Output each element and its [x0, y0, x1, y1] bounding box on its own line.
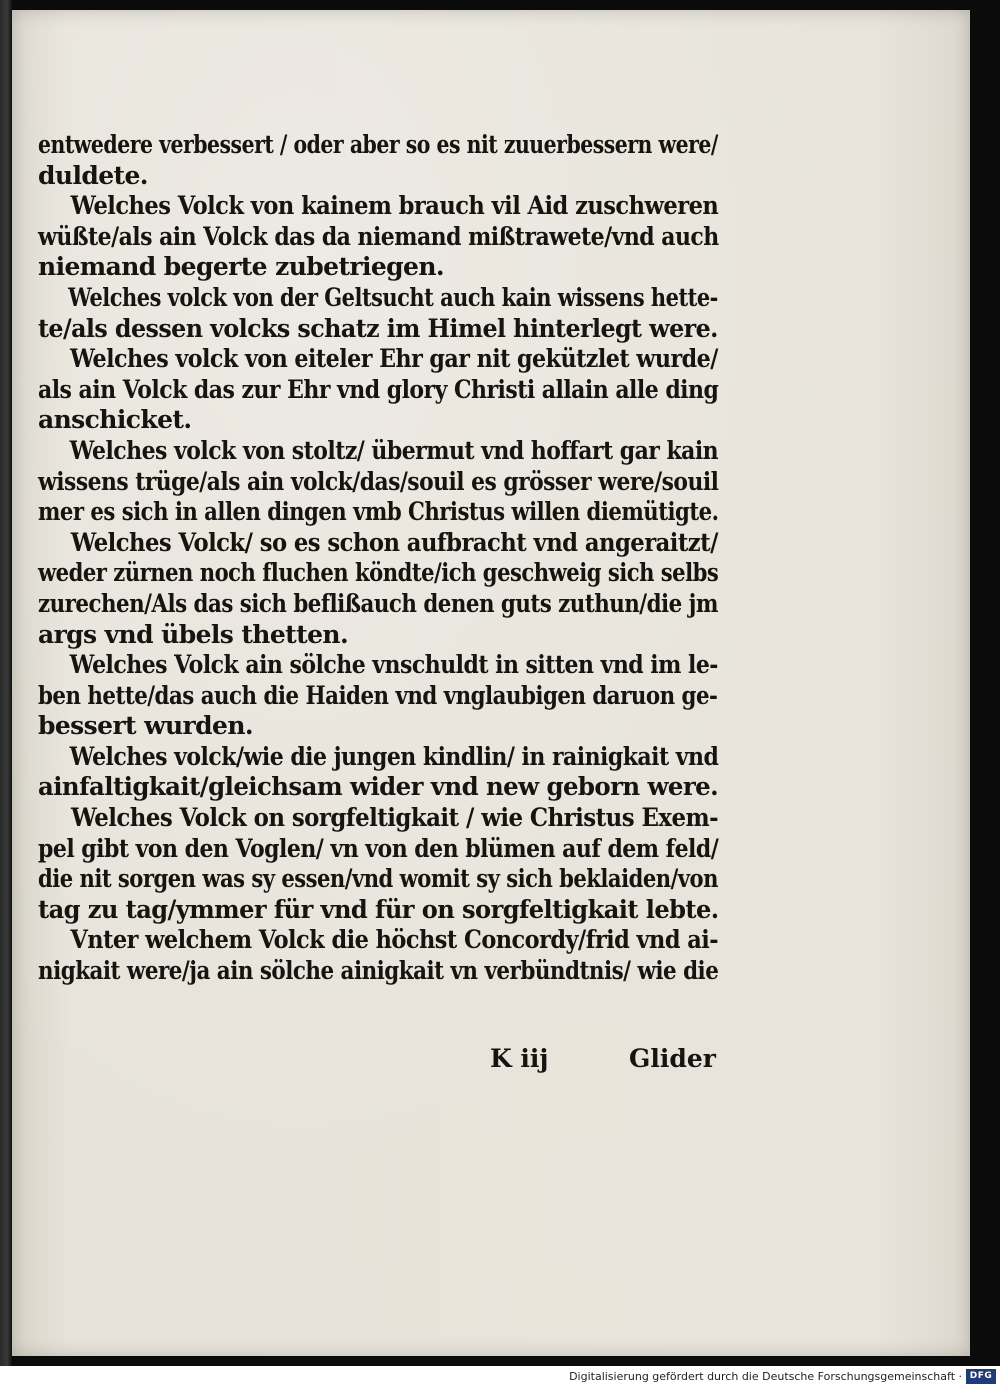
signature-mark: K iij [490, 1044, 549, 1073]
text-line: Welches Volck ain sölche vnschuldt in sitten vnd im le- [69, 650, 718, 680]
book-spine-edge [0, 0, 12, 1366]
text-line: nigkait were/ja ain sölche ainigkait vn verbündtnis/ wie die [38, 956, 719, 986]
text-line: niemand begerte zubetriegen. [38, 252, 445, 282]
text-line: args vnd übels thetten. [38, 619, 349, 649]
book-page [12, 10, 970, 1356]
text-line: mer es sich in allen dingen vmb Christus willen diemütigte. [38, 497, 719, 527]
text-line: entwedere verbessert / oder aber so es nit zuuerbessern were/ [38, 130, 718, 159]
text-line: tag zu tag/ymmer für vnd für on sorgfeltigkait lebte. [38, 894, 719, 924]
text-line: anschicket. [38, 405, 192, 435]
text-line: Welches volck/wie die jungen kindlin/ in rainigkait vnd [69, 741, 719, 771]
text-line: ben hette/das auch die Haiden vnd vnglaubigen daruon ge- [38, 680, 718, 710]
text-line: die nit sorgen was sy essen/vnd womit sy sich beklaiden/von [38, 864, 718, 894]
page-text-block [38, 130, 718, 987]
text-line: Welches volck von stoltz/ übermut vnd hoffart gar kain [69, 435, 719, 465]
text-line: zurechen/Als das sich beflißauch denen guts zuthun/die jm [38, 588, 718, 618]
text-line: ainfaltigkait/gleichsam wider vnd new geborn were. [38, 772, 719, 802]
dfg-logo-icon: DFG [966, 1369, 996, 1384]
text-line: weder zürnen noch fluchen köndte/ich geschweig sich selbs [38, 558, 719, 588]
text-line: wissens trüge/als ain volck/das/souil es grösser were/souil [38, 466, 719, 496]
text-line: Welches Volck on sorgfeltigkait / wie Christus Exem- [70, 803, 719, 833]
text-line: duldete. [38, 160, 148, 190]
text-line: te/als dessen volcks schatz im Himel hinterlegt were. [38, 313, 718, 343]
text-line: Welches Volck/ so es schon aufbracht vnd angeraitzt/ [70, 527, 718, 557]
text-line: Welches volck von der Geltsucht auch kain wissens hette- [68, 282, 718, 312]
text-line: als ain Volck das zur Ehr vnd glory Christi allain alle ding [38, 374, 719, 404]
text-line: bessert wurden. [38, 711, 253, 741]
footer-bar [0, 1366, 1000, 1388]
catchword: Glider [629, 1044, 716, 1073]
text-line: Welches Volck von kainem brauch vil Aid zuschweren [70, 191, 719, 221]
text-line: Welches volck von eiteler Ehr gar nit gekützlet wurde/ [69, 344, 718, 374]
funding-credit: Digitalisierung gefördert durch die Deutsche Forschungsgemeinschaft · [569, 1370, 962, 1383]
text-line: Vnter welchem Volck die höchst Concordy/frid vnd ai- [70, 925, 719, 955]
text-line: wüßte/als ain Volck das da niemand mißtrawete/vnd auch [38, 221, 719, 251]
text-line: pel gibt von den Voglen/ vn von den blümen auf dem feld/ [38, 833, 719, 863]
